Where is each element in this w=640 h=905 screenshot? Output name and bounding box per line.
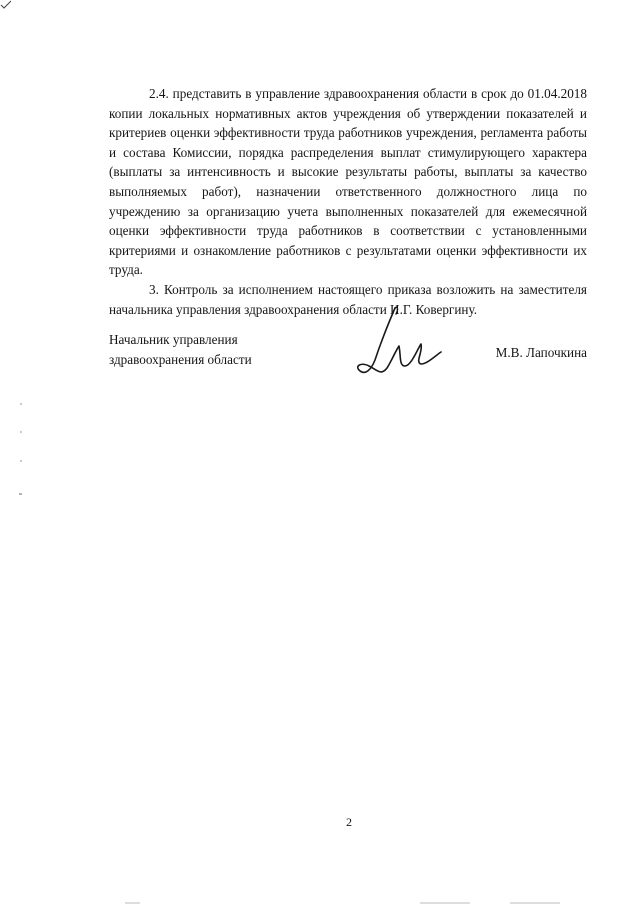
document-body (109, 84, 587, 319)
handwritten-signature (349, 304, 445, 390)
signer-position (109, 330, 252, 369)
corner-scan-mark (0, 0, 14, 14)
paragraph-3: 3. Контроль за исполнением настоящего приказа возложить на заместителя начальника управления здравоохранения области И.Г. Ковергину. (109, 281, 587, 317)
signer-name: М.В. Лапочкина (495, 345, 587, 360)
signer-position-line-1: Начальник управления (109, 332, 238, 347)
signature-block (109, 330, 587, 390)
signer-position-line-2: здравоохранения области (109, 351, 252, 367)
page-number: 2 (346, 815, 352, 829)
paragraph-2-4: 2.4. представить в управление здравоохранения области в срок до 01.04.2018 копии локальных нормативных актов учреждения об утверждении показателей и критериев оценки эффективности труда работников учреждения, регламента работы и состава Комиссии, порядка распределения выплат стимулирующего характера (выплаты за интенсивность и высокие результаты работы, выплаты за качество выполняемых работ), назначении ответственного должностного лица по учреждению за организацию учета выполненных показателей для ежемесячной оценки эффективности труда работников в соответствии с установленными критериями и ознакомление работников с результатами оценки эффективности их труда. (109, 86, 587, 278)
